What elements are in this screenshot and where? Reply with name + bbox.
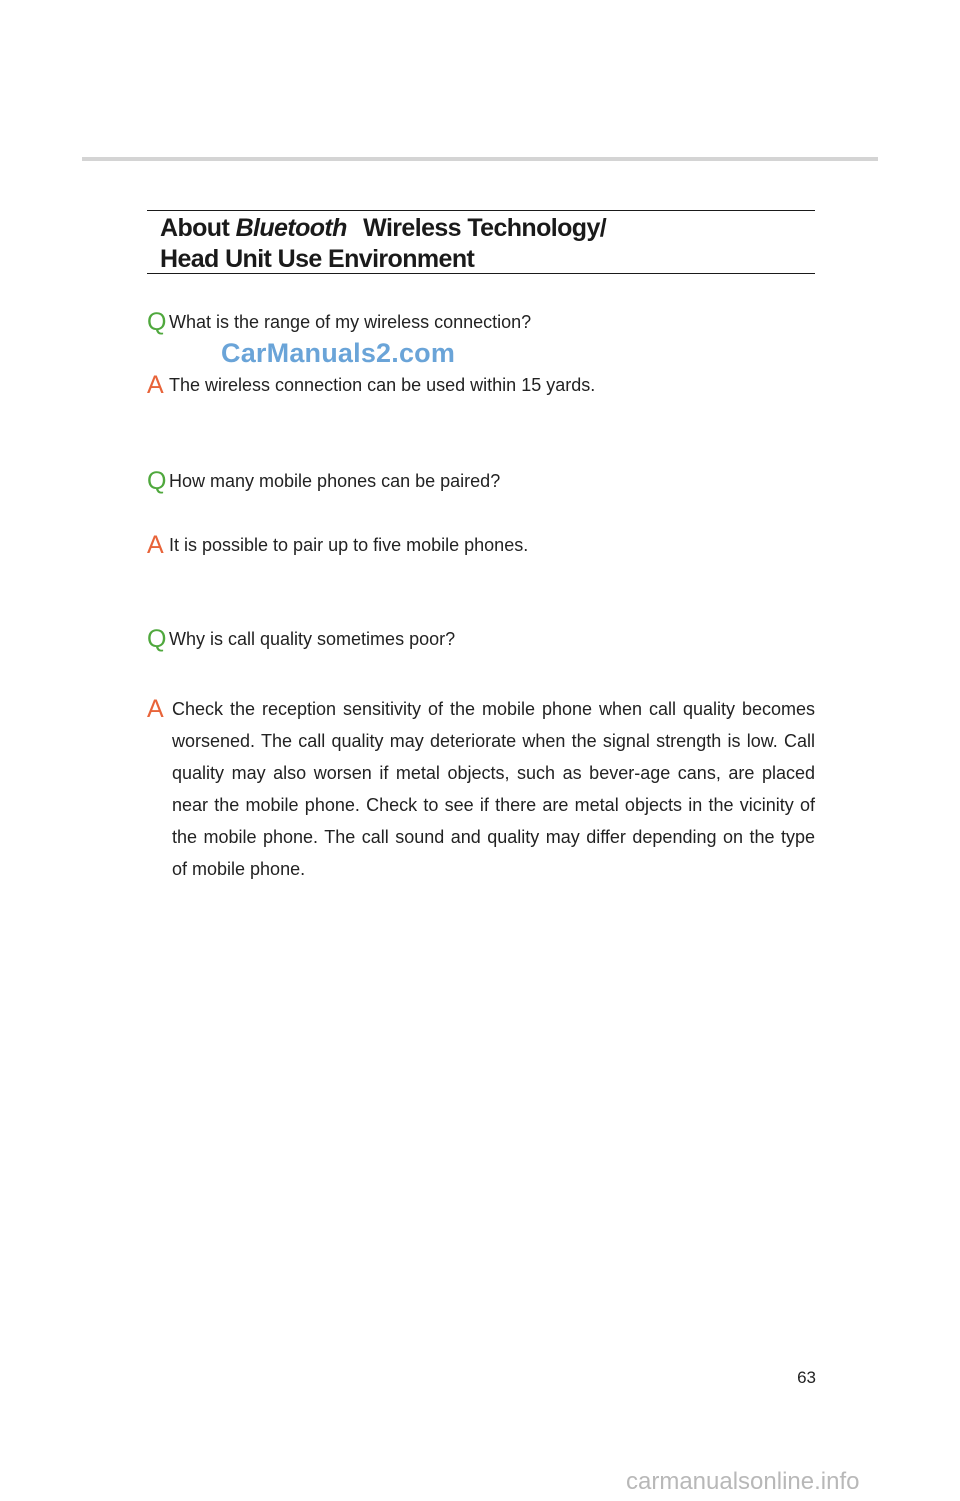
question-mark-icon: Q — [147, 308, 167, 336]
answer-1 — [147, 369, 815, 401]
section-title-line-1 — [160, 214, 606, 243]
answer-3 — [147, 693, 815, 885]
question-mark-icon: Q — [147, 625, 167, 653]
answer-text: Check the reception sensitivity of the mobile phone when call quality becomes worsened. The call quality may deteriorate when the signal strength is low. Call quality may also worsen if metal objects, such as bever-age cans, are placed near the mobile phone. Check to see if there are metal objects in the vicinity of the mobile phone. The call sound and quality may differ depending on the type of mobile phone. — [172, 699, 815, 879]
footer-watermark: carmanualsonline.info — [626, 1468, 860, 1495]
page-number: 63 — [797, 1368, 816, 1387]
answer-text: It is possible to pair up to five mobile phones. — [169, 535, 529, 555]
question-2 — [147, 465, 815, 497]
title-wireless: Wireless Technology/ — [363, 214, 607, 242]
answer-mark-icon: A — [147, 531, 164, 559]
title-about: About — [160, 214, 230, 242]
answer-text: The wireless connection can be used within 15 yards. — [169, 375, 596, 395]
section-title-box — [147, 210, 815, 274]
answer-mark-icon: A — [147, 371, 164, 399]
answer-mark-icon: A — [147, 695, 164, 723]
answer-2 — [147, 529, 815, 561]
question-3 — [147, 623, 815, 655]
question-text: Why is call quality sometimes poor? — [169, 629, 456, 649]
question-mark-icon: Q — [147, 467, 167, 495]
top-rule — [82, 157, 878, 161]
title-bluetooth: Bluetooth — [235, 214, 347, 242]
question-text: What is the range of my wireless connection? — [169, 312, 532, 332]
question-text: How many mobile phones can be paired? — [169, 471, 501, 491]
question-1 — [147, 306, 815, 338]
section-title-line-2: Head Unit Use Environment — [160, 245, 475, 273]
watermark-logo: CarManuals2.com — [221, 338, 456, 368]
